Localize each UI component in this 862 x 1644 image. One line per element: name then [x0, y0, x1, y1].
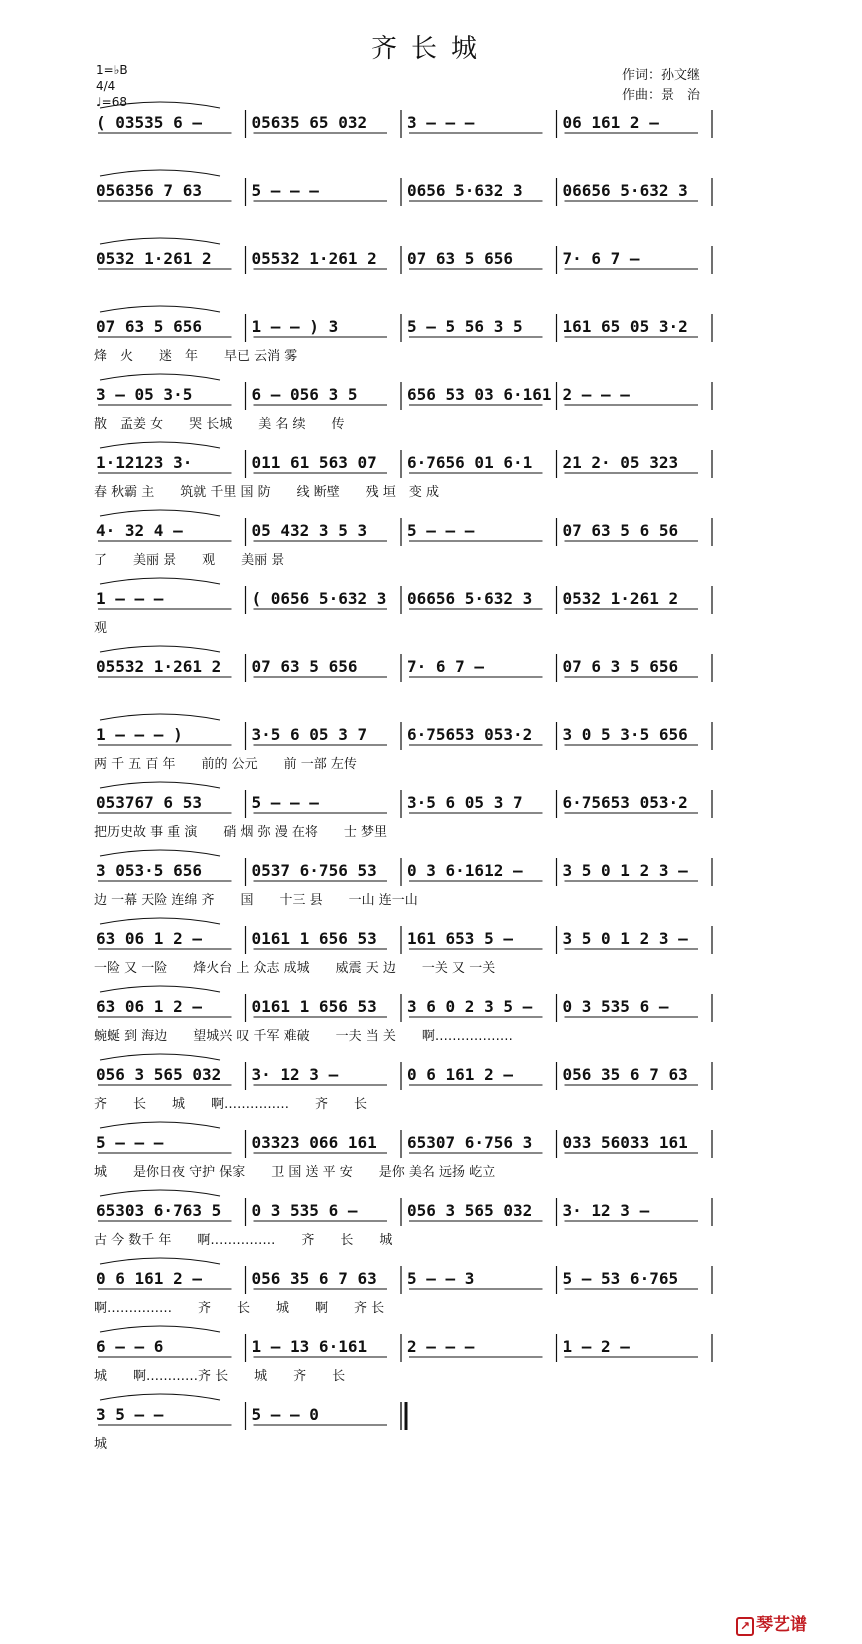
note-measure: 053767 6 53 [96, 793, 202, 812]
note-measure: 656 53 03 6·161 [407, 385, 552, 404]
note-measure: 1 – – ) 3 [251, 317, 339, 336]
note-measure: 6·7656 01 6·1 [407, 453, 533, 472]
slur-arc [100, 102, 220, 108]
logo-mark-icon: ↗ [736, 1617, 754, 1636]
note-measure: 0161 1 656 53 [251, 929, 377, 948]
note-measure: 3 6 0 2 3 5 – [407, 997, 533, 1016]
note-measure: 0 3 535 6 – [562, 997, 669, 1016]
note-measure: 056356 7 63 [96, 181, 202, 200]
note-measure: 5 – 5 56 3 5 [407, 317, 523, 336]
note-measure: ( 0656 5·632 3 [251, 589, 387, 608]
note-measure: 03323 066 161 [251, 1133, 377, 1152]
note-measure: 5 – – – [407, 521, 475, 540]
note-measure: ( 03535 6 – [96, 113, 202, 132]
note-measure: 21 2· 05 323 [562, 453, 679, 472]
note-measure: 06656 5·632 3 [562, 181, 688, 200]
slur-arc [100, 850, 220, 856]
note-measure: 05635 65 032 [251, 113, 368, 132]
note-measure: 1·12123 3· [96, 453, 193, 472]
note-measure: 5 – – 3 [407, 1269, 475, 1288]
note-measure: 5 – – 0 [251, 1405, 319, 1424]
note-measure: 1 – – – [96, 589, 164, 608]
lyric-line: 城 啊…………齐 长 城 齐 长 [94, 1369, 346, 1384]
lyric-line: 两 千 五 百 年 前的 公元 前 一部 左传 [94, 757, 357, 772]
lyric-line: 把历史故 事 重 演 硝 烟 弥 漫 在将 士 梦里 [94, 825, 388, 840]
slur-arc [100, 918, 220, 924]
note-measure: 3·5 6 05 3 7 [251, 725, 368, 744]
note-measure: 3 0 5 3·5 656 [562, 725, 688, 744]
score-title: 齐长城 [370, 34, 491, 64]
lyric-line: 齐 长 城 啊…………… 齐 长 [94, 1097, 368, 1112]
lyric-line: 啊…………… 齐 长 城 啊 齐 长 [94, 1301, 385, 1316]
note-measure: 0161 1 656 53 [251, 997, 377, 1016]
note-measure: 056 3 565 032 [96, 1065, 222, 1084]
note-measure: 056 35 6 7 63 [562, 1065, 688, 1084]
slur-arc [100, 782, 220, 788]
watermark-logo [736, 1610, 807, 1636]
note-measure: 3 5 0 1 2 3 – [562, 929, 688, 948]
lyric-line: 了 美丽 景 观 美丽 景 [94, 553, 285, 568]
note-measure: 0656 5·632 3 [407, 181, 523, 200]
note-measure: 2 – – – [562, 385, 630, 404]
slur-arc [100, 238, 220, 244]
note-measure: 07 63 5 656 [251, 657, 358, 676]
note-measure: 6·75653 053·2 [407, 725, 533, 744]
slur-arc [100, 170, 220, 176]
slur-arc [100, 1394, 220, 1400]
lyric-line: 散 孟姜 女 哭 长城 美 名 续 传 [94, 417, 345, 432]
slur-arc [100, 578, 220, 584]
slur-arc [100, 1054, 220, 1060]
lyric-line: 观 [94, 621, 108, 636]
note-measure: 5 – – – [96, 1133, 164, 1152]
lyric-line: 蜿蜒 到 海边 望城兴 叹 千军 难破 一夫 当 关 啊……………… [94, 1029, 513, 1044]
note-measure: 1 – 13 6·161 [251, 1337, 368, 1356]
lyric-line: 城 [94, 1437, 108, 1452]
note-measure: 05 432 3 5 3 [251, 521, 368, 540]
note-measure: 5 – – – [251, 181, 319, 200]
note-measure: 2 – – – [407, 1337, 475, 1356]
note-measure: 06656 5·632 3 [407, 589, 533, 608]
note-measure: 0 3 535 6 – [251, 1201, 358, 1220]
lyric-line: 烽 火 迷 年 早已 云消 雾 [94, 349, 298, 364]
slur-arc [100, 442, 220, 448]
composer-credit: 作曲：景 治 [622, 88, 701, 103]
slur-arc [100, 1122, 220, 1128]
lyricist-credit: 作词：孙文继 [622, 68, 701, 83]
note-measure: 07 63 5 656 [407, 249, 513, 268]
note-measure: 4· 32 4 – [96, 521, 183, 540]
lyric-line: 古 今 数千 年 啊…………… 齐 长 城 [94, 1233, 393, 1248]
note-measure: 3· 12 3 – [251, 1065, 339, 1084]
note-measure: 1 – – – ) [96, 725, 183, 744]
note-measure: 0532 1·261 2 [562, 589, 679, 608]
slur-arc [100, 1190, 220, 1196]
note-measure: 3 – – – [407, 113, 475, 132]
note-measure: 033 56033 161 [562, 1133, 688, 1152]
note-measure: 011 61 563 07 [251, 453, 377, 472]
slur-arc [100, 986, 220, 992]
slur-arc [100, 714, 220, 720]
slur-arc [100, 306, 220, 312]
slur-arc [100, 374, 220, 380]
lyric-line: 城 是你日夜 守护 保家 卫 国 送 平 安 是你 美名 远扬 屹立 [94, 1165, 496, 1180]
note-measure: 1 – 2 – [562, 1337, 630, 1356]
note-measure: 0537 6·756 53 [251, 861, 377, 880]
note-measure: 161 653 5 – [407, 929, 513, 948]
watermark-text: 琴艺谱 [756, 1615, 808, 1635]
note-measure: 6·75653 053·2 [562, 793, 688, 812]
tempo-marking: ♩=68 [96, 95, 127, 109]
note-measure: 056 35 6 7 63 [251, 1269, 377, 1288]
note-measure: 0 3 6·1612 – [407, 861, 523, 880]
note-measure: 65307 6·756 3 [407, 1133, 533, 1152]
note-measure: 3 5 0 1 2 3 – [562, 861, 688, 880]
note-measure: 3 5 – – [96, 1405, 164, 1424]
lyric-line: 春 秋霸 主 筑就 千里 国 防 线 断壁 残 垣 变 成 [94, 485, 440, 500]
note-measure: 0532 1·261 2 [96, 249, 212, 268]
time-signature: 4/4 [96, 79, 116, 93]
note-measure: 3 053·5 656 [96, 861, 202, 880]
note-measure: 0 6 161 2 – [96, 1269, 202, 1288]
note-measure: 07 6 3 5 656 [562, 657, 679, 676]
slur-arc [100, 646, 220, 652]
note-measure: 3·5 6 05 3 7 [407, 793, 523, 812]
note-measure: 63 06 1 2 – [96, 929, 202, 948]
note-measure: 161 65 05 3·2 [562, 317, 688, 336]
note-measure: 65303 6·763 5 [96, 1201, 222, 1220]
note-measure: 07 63 5 6 56 [562, 521, 679, 540]
note-measure: 07 63 5 656 [96, 317, 202, 336]
note-measure: 7· 6 7 – [407, 657, 485, 676]
lyric-line: 边 一幕 天险 连绵 齐 国 十三 县 一山 连一山 [94, 893, 418, 908]
slur-arc [100, 510, 220, 516]
note-measure: 056 3 565 032 [407, 1201, 533, 1220]
note-measure: 5 – 53 6·765 [562, 1269, 679, 1288]
note-measure: 7· 6 7 – [562, 249, 640, 268]
note-measure: 5 – – – [251, 793, 319, 812]
note-measure: 3· 12 3 – [562, 1201, 650, 1220]
note-measure: 05532 1·261 2 [96, 657, 222, 676]
note-measure: 63 06 1 2 – [96, 997, 202, 1016]
slur-arc [100, 1258, 220, 1264]
lyric-line: 一险 又 一险 烽火台 上 众志 成城 威震 天 边 一关 又 一关 [94, 961, 496, 976]
note-measure: 6 – – 6 [96, 1337, 164, 1356]
note-measure: 0 6 161 2 – [407, 1065, 513, 1084]
slur-arc [100, 1326, 220, 1332]
note-measure: 06 161 2 – [562, 113, 659, 132]
note-measure: 6 – 056 3 5 [251, 385, 358, 404]
note-measure: 05532 1·261 2 [251, 249, 377, 268]
note-measure: 3 – 05 3·5 [96, 385, 193, 404]
key-signature: 1=♭B [96, 63, 128, 77]
